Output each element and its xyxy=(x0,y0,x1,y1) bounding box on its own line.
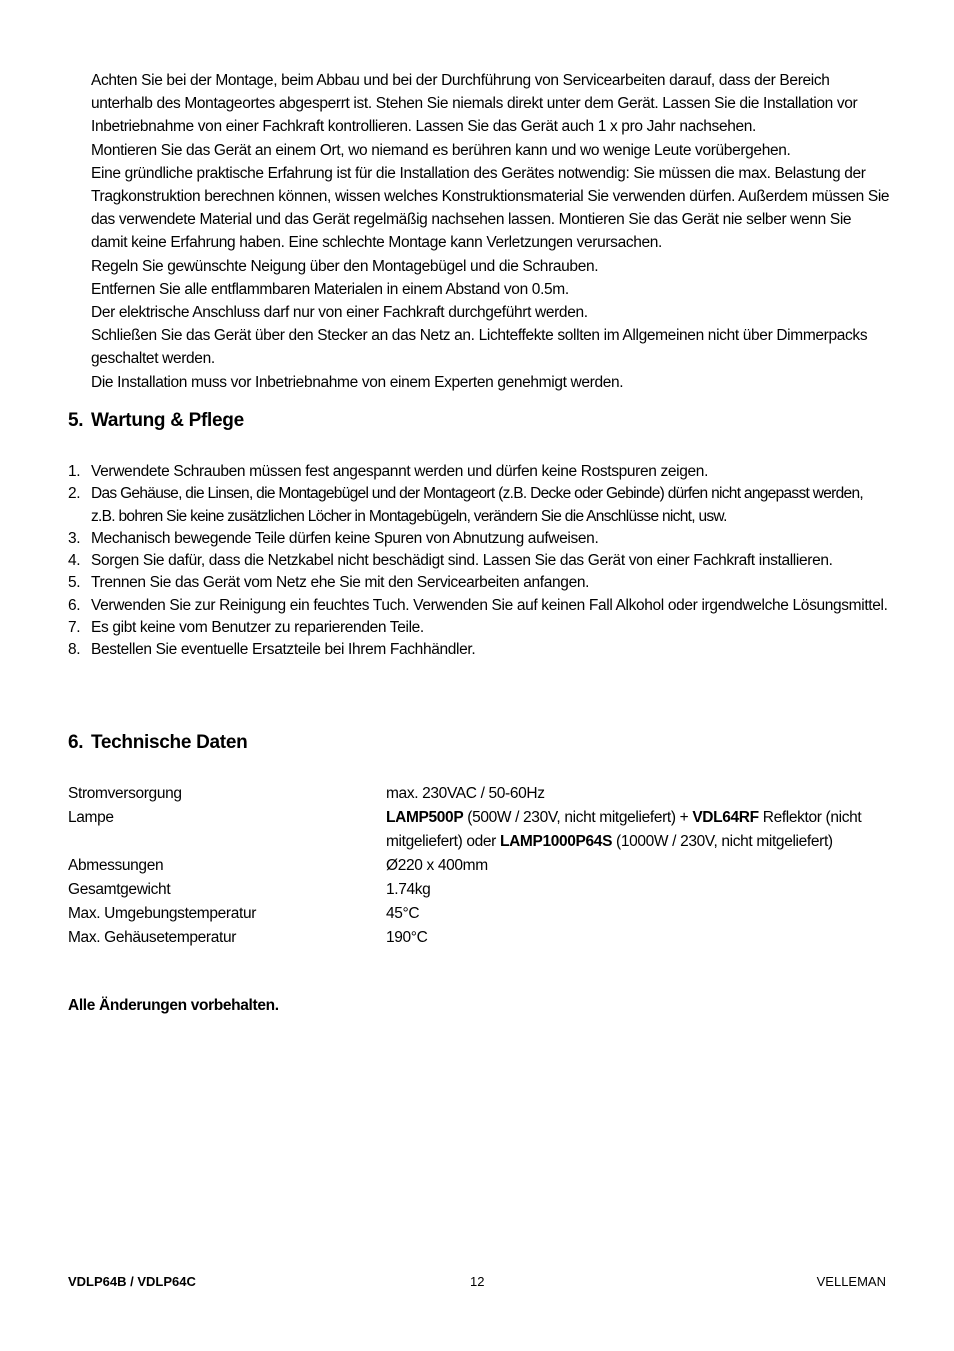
section-5-heading xyxy=(68,410,244,432)
spec-value: 1.74kg xyxy=(386,881,431,898)
spec-value: Ø220 x 400mm xyxy=(386,857,488,874)
intro-paragraph-6: Der elektrische Anschluss darf nur von einer Fachkraft durchgeführt werden. xyxy=(91,304,588,322)
spec-row-power xyxy=(68,782,868,806)
technical-data-table xyxy=(68,782,868,950)
spec-row-weight xyxy=(68,878,868,902)
footer-brand: VELLEMAN xyxy=(816,1274,886,1289)
spec-row-ambient-temperature xyxy=(68,902,868,926)
intro-paragraph-8: Die Installation muss vor Inbetriebnahme von einem Experten genehmigt werden. xyxy=(91,373,624,391)
list-item-text: Bestellen Sie eventuelle Ersatzteile bei Ihrem Fachhändler. xyxy=(91,641,476,659)
reflector-model: VDL64RF xyxy=(692,809,759,826)
reflector-text: Reflektor (nicht mitgeliefert) oder xyxy=(386,809,862,850)
spec-label: Stromversorgung xyxy=(68,785,182,802)
section-5-title: Wartung & Pflege xyxy=(91,410,244,431)
list-item xyxy=(68,461,888,483)
list-item-number: 3. xyxy=(68,529,81,547)
spec-label: Lampe xyxy=(68,809,114,826)
intro-paragraph-7: Schließen Sie das Gerät über den Stecker an das Netz an. Lichteffekte sollten im Allgemeinen nicht über Dimmerpacks geschaltet werden. xyxy=(91,327,868,368)
list-item-text: Verwenden Sie zur Reinigung ein feuchtes Tuch. Verwenden Sie auf keinen Fall Alkohol oder irgendwelche Lösungsmittel. xyxy=(91,596,888,614)
list-item-text: Das Gehäuse, die Linsen, die Montagebügel und der Montageort (z.B. Decke oder Gebinde) dürfen nicht angepasst werden, z.B. bohren Sie keine zusätzlichen Löcher in Montagebügeln, verändern Sie die Anschlüsse nicht, usw. xyxy=(91,485,863,525)
footer-model: VDLP64B / VDLP64C xyxy=(68,1274,196,1289)
footer-page-number: 12 xyxy=(470,1274,485,1289)
intro-paragraph-4: Regeln Sie gewünschte Neigung über den Montagebügel und die Schrauben. xyxy=(91,257,599,275)
list-item-text: Es gibt keine vom Benutzer zu reparierenden Teile. xyxy=(91,619,424,637)
spec-value: max. 230VAC / 50-60Hz xyxy=(386,785,545,802)
lamp-500-model: LAMP500P xyxy=(386,809,464,826)
intro-paragraph-5: Entfernen Sie alle entflammbaren Materialen in einem Abstand von 0.5m. xyxy=(91,280,569,298)
intro-paragraph-2: Montieren Sie das Gerät an einem Ort, wo niemand es berühren kann und wo wenige Leute vorübergehen. xyxy=(91,141,791,159)
lamp-1000-model: LAMP1000P64S xyxy=(499,833,613,850)
list-item-text: Sorgen Sie dafür, dass die Netzkabel nicht beschädigt sind. Lassen Sie das Gerät von einer Fachkraft installieren. xyxy=(91,552,833,570)
spec-label: Max. Umgebungstemperatur xyxy=(68,905,257,922)
list-item-number: 2. xyxy=(68,485,81,503)
list-item-text: Trennen Sie das Gerät vom Netz ehe Sie mit den Servicearbeiten anfangen. xyxy=(91,574,590,592)
list-item xyxy=(68,550,888,572)
section-6-title: Technische Daten xyxy=(91,732,248,753)
list-item xyxy=(68,528,888,550)
list-item-number: 4. xyxy=(68,552,81,570)
list-item-text: Verwendete Schrauben müssen fest angespannt werden und dürfen keine Rostspuren zeigen. xyxy=(91,463,709,480)
spec-value-lamp xyxy=(386,806,868,854)
lamp-500-spec: (500W / 230V, nicht mitgeliefert) + xyxy=(463,809,693,826)
list-item-text: Mechanisch bewegende Teile dürfen keine Spuren von Abnutzung aufweisen. xyxy=(91,529,599,547)
intro-text-block xyxy=(91,69,891,394)
disclaimer-note: Alle Änderungen vorbehalten. xyxy=(68,997,279,1014)
spec-label: Abmessungen xyxy=(68,857,164,874)
maintenance-list xyxy=(68,461,888,662)
intro-paragraph-1: Achten Sie bei der Montage, beim Abbau und bei der Durchführung von Servicearbeiten darauf, dass der Bereich unterhalb des Montageortes abgesperrt ist. Stehen Sie niemals direkt unter dem Gerät. Lassen Sie die Installation vor Inbetriebnahme von einer Fachkraft kontrollieren. Lassen Sie das Gerät auch 1 x pro Jahr nachsehen. xyxy=(91,72,858,136)
section-5-number: 5. xyxy=(68,410,84,431)
intro-paragraph-3: Eine gründliche praktische Erfahrung ist für die Installation des Gerätes notwendig: Sie müssen die max. Belastung der Tragkonstruktion berechnen können, wissen welches Konstruktionsmaterial Sie verwenden dürfen. Außerdem müssen Sie das verwendete Material und das Gerät regelmäßig nachsehen lassen. Montieren Sie das Gerät nie selber wenn Sie damit keine Erfahrung haben. Eine schlechte Montage kann Verletzungen verursachen. xyxy=(91,164,890,252)
spec-label: Max. Gehäusetemperatur xyxy=(68,929,237,946)
section-6-heading xyxy=(68,732,247,754)
list-item xyxy=(68,595,888,617)
list-item-number: 7. xyxy=(68,619,81,637)
list-item xyxy=(68,483,888,528)
list-item-number: 1. xyxy=(68,463,81,480)
spec-value: 190°C xyxy=(386,929,428,946)
list-item-number: 6. xyxy=(68,596,81,614)
list-item xyxy=(68,572,888,594)
spec-label: Gesamtgewicht xyxy=(68,881,171,898)
list-item xyxy=(68,639,888,661)
list-item-number: 5. xyxy=(68,574,81,592)
spec-row-dimensions xyxy=(68,854,868,878)
spec-row-housing-temperature xyxy=(68,926,868,950)
spec-value: 45°C xyxy=(386,905,420,922)
list-item xyxy=(68,617,888,639)
section-6-number: 6. xyxy=(68,732,84,753)
list-item-number: 8. xyxy=(68,641,81,659)
lamp-1000-spec: (1000W / 230V, nicht mitgeliefert) xyxy=(612,833,833,850)
spec-row-lamp xyxy=(68,806,868,854)
